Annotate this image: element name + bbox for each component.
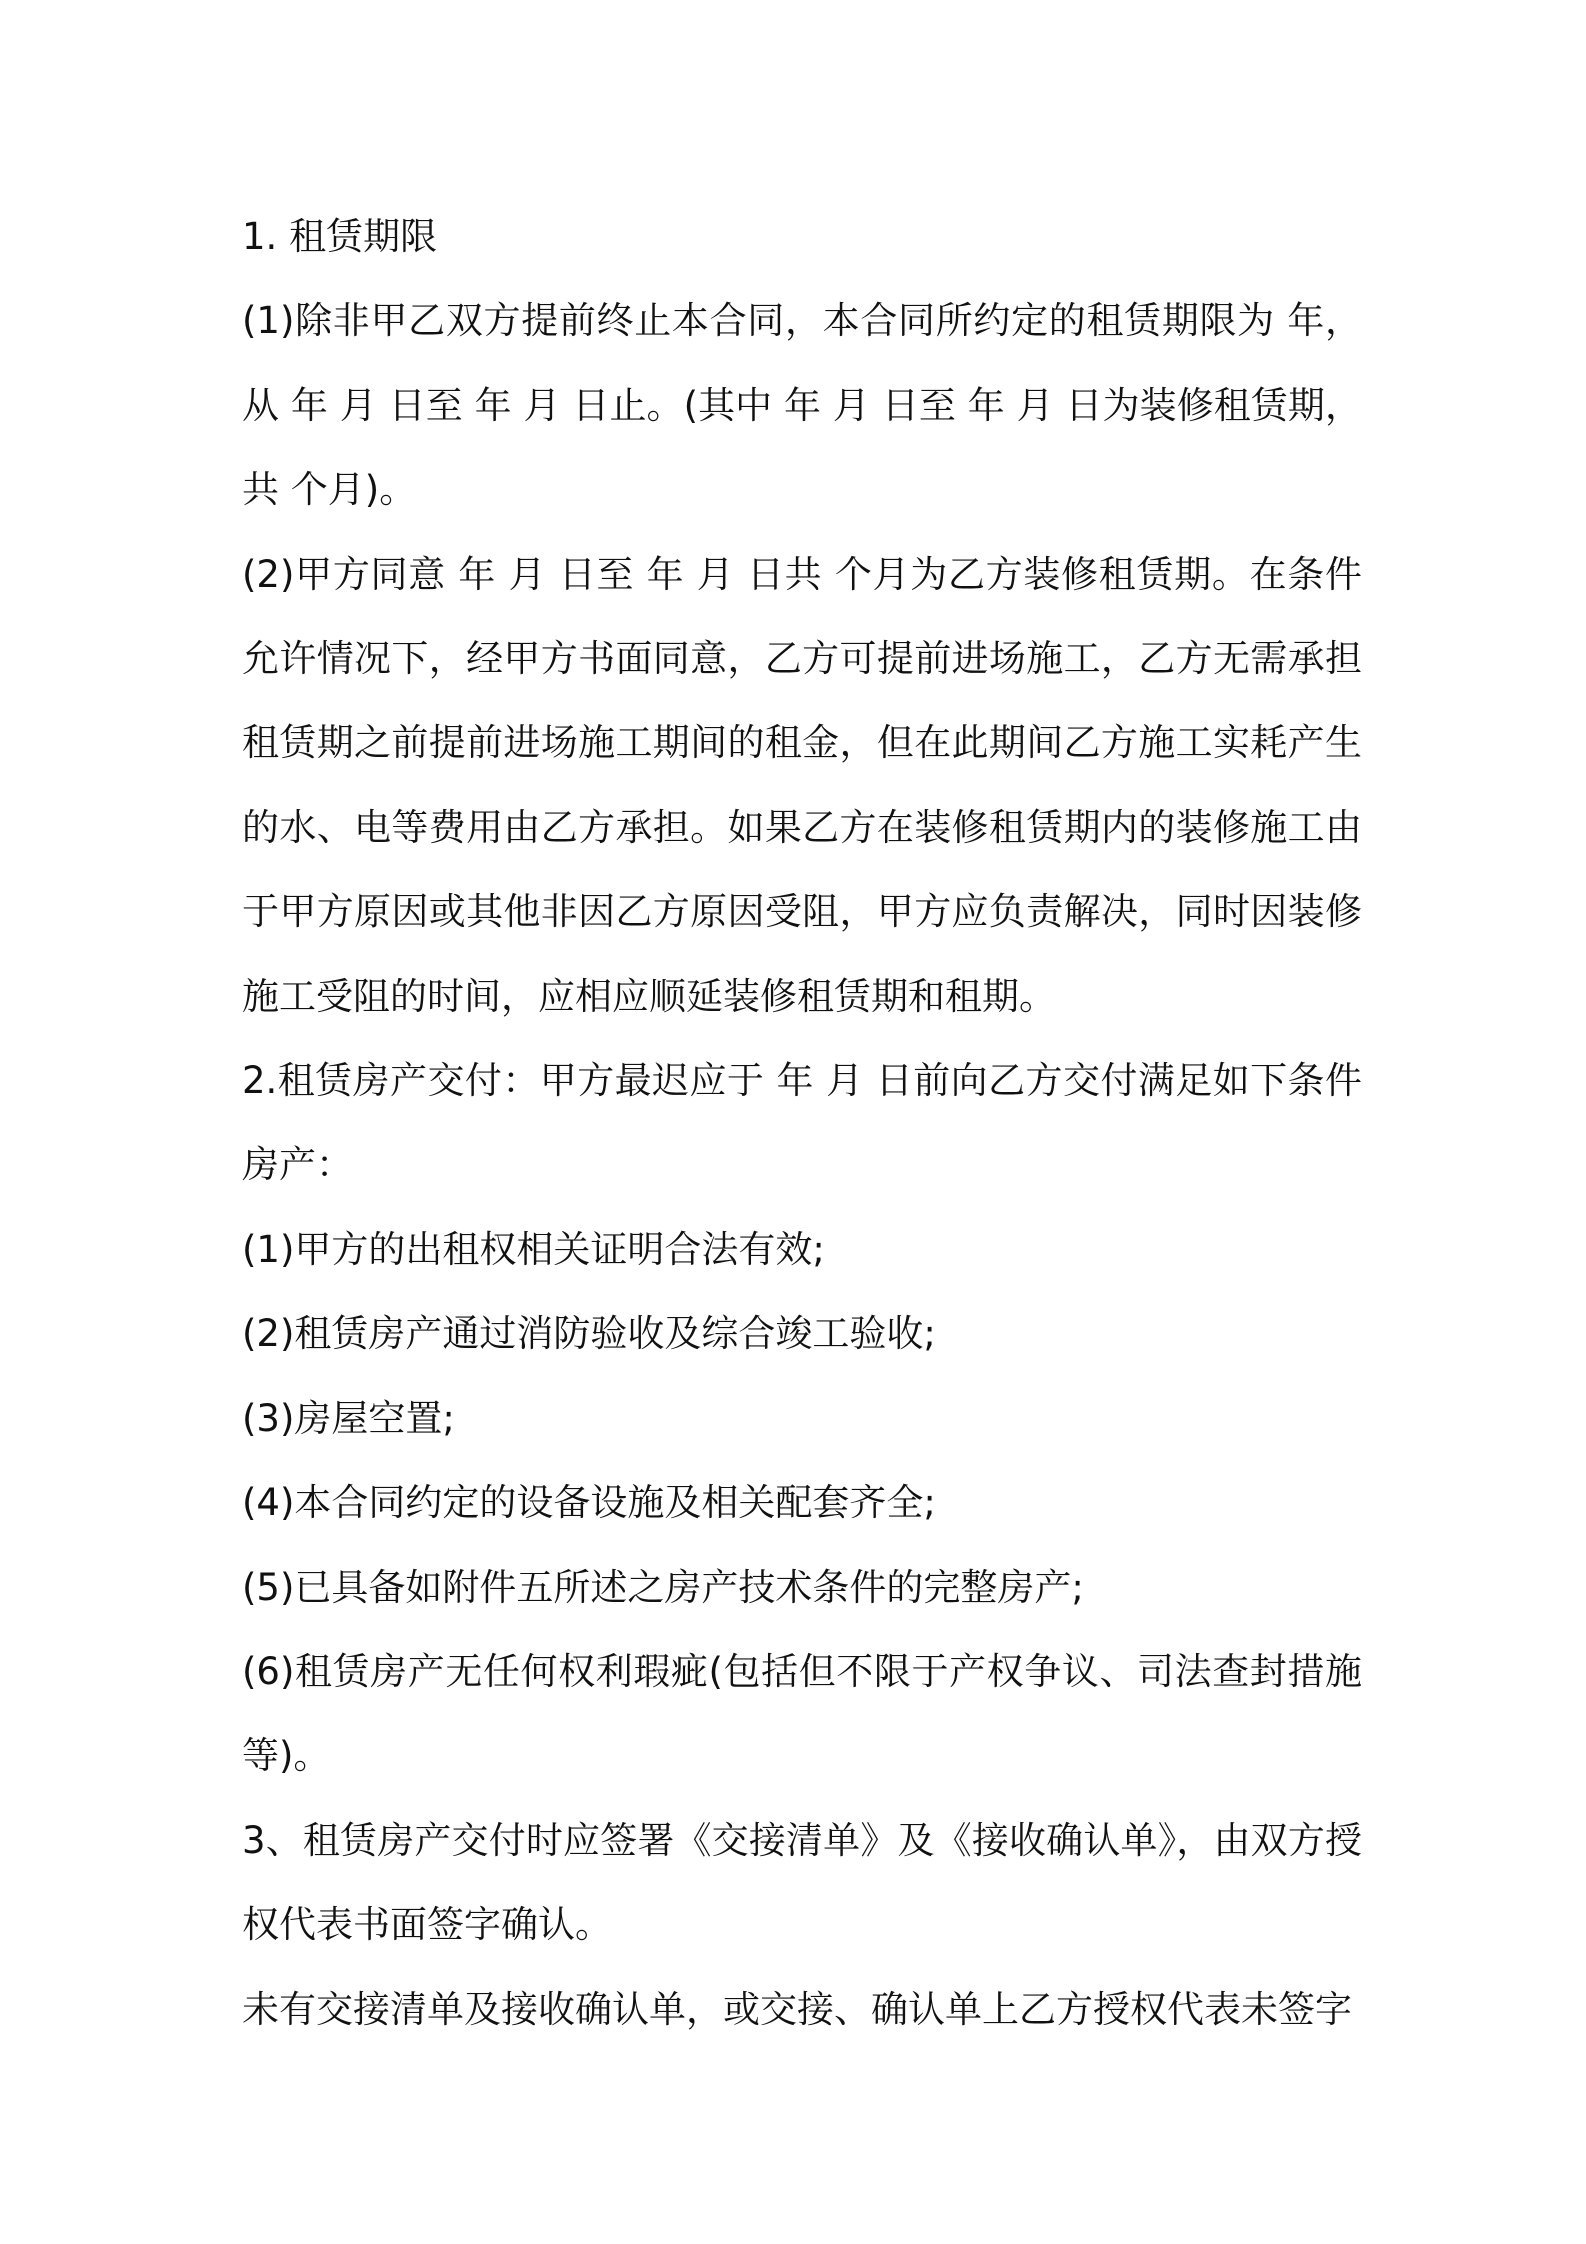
document-body	[242, 195, 1362, 2052]
clause-handover-unsigned: 未有交接清单及接收确认单，或交接、确认单上乙方授权代表未签字	[242, 1987, 1352, 2031]
delivery-condition-5: (5)已具备如附件五所述之房产技术条件的完整房产;	[242, 1565, 1084, 1609]
delivery-condition-4: (4)本合同约定的设备设施及相关配套齐全;	[242, 1481, 936, 1525]
delivery-condition-2: (2)租赁房产通过消防验收及综合竣工验收;	[242, 1312, 936, 1356]
delivery-condition-1: (1)甲方的出租权相关证明合法有效;	[242, 1227, 825, 1271]
section-heading-delivery: 2.租赁房产交付：甲方最迟应于 年 月 日前向乙方交付满足如下条件房产：	[242, 1059, 1362, 1187]
delivery-condition-6: (6)租赁房产无任何权利瑕疵(包括但不限于产权争议、司法查封措施等)。	[242, 1649, 1362, 1778]
clause-handover-signing: 3、租赁房产交付时应签署《交接清单》及《接收确认单》，由双方授权代表书面签字确认。	[242, 1818, 1362, 1947]
clause-lease-term-1: (1)除非甲乙双方提前终止本合同，本合同所约定的租赁期限为 年，从 年 月 日至 年 月 日止。(其中 年 月 日至 年 月 日为装修租赁期，共 个月)。	[242, 299, 1362, 512]
section-heading-lease-term: 1. 租赁期限	[242, 215, 438, 258]
delivery-condition-3: (3)房屋空置;	[242, 1396, 455, 1440]
clause-lease-term-2: (2)甲方同意 年 月 日至 年 月 日共 个月为乙方装修租赁期。在条件允许情况下，经甲方书面同意，乙方可提前进场施工，乙方无需承担租赁期之前提前进场施工期间的租金，但在此期间乙方施工实耗产生的水、电等费用由乙方承担。如果乙方在装修租赁期内的装修施工由于甲方原因或其他非因乙方原因受阻，甲方应负责解决，同时因装修施工受阻的时间，应相应顺延装修租赁期和租期。	[242, 552, 1362, 1018]
